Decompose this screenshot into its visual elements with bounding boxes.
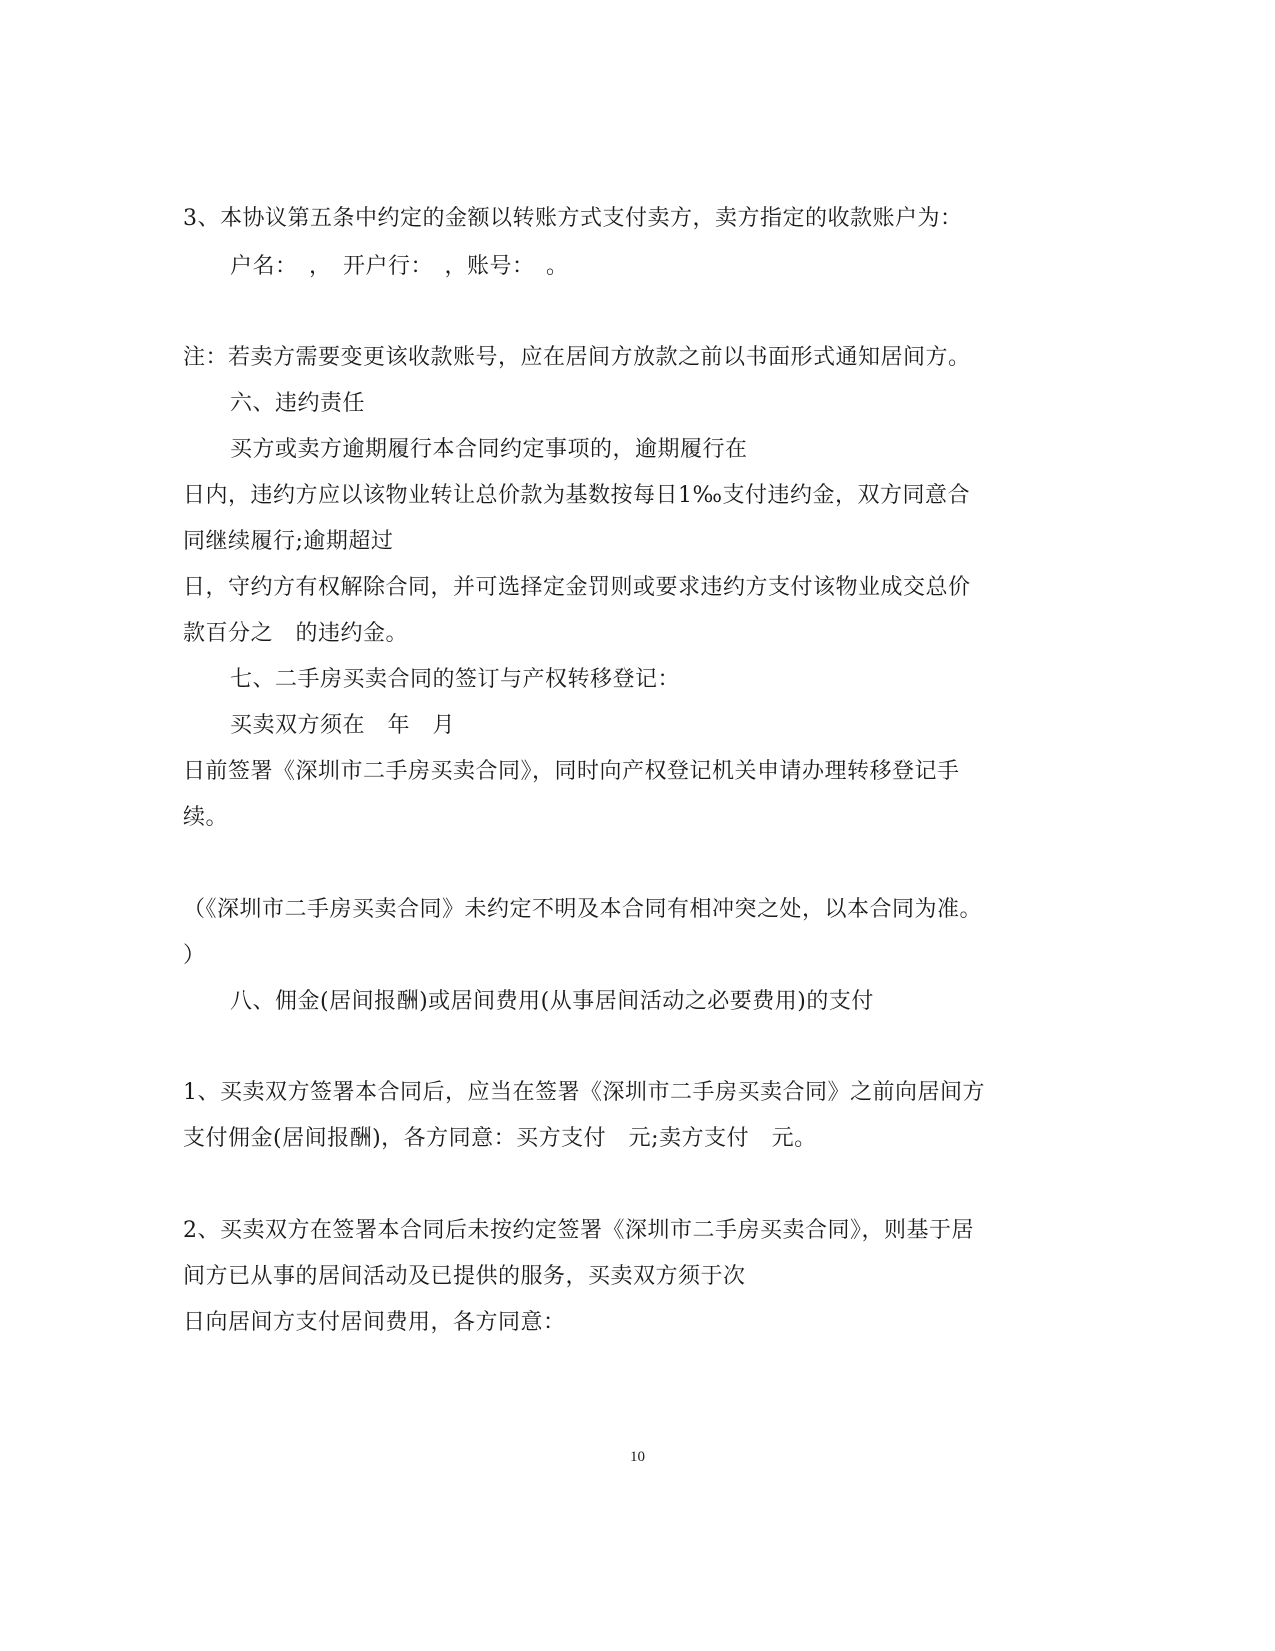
section-7-para-line-2: 日前签署《深圳市二手房买卖合同》，同时向产权登记机关申请办理转移登记手 bbox=[183, 759, 960, 784]
note-text: 注：若卖方需要变更该收款账号，应在居间方放款之前以书面形式通知居间方。 bbox=[183, 345, 971, 370]
section-7-heading: 七、二手房买卖合同的签订与产权转移登记： bbox=[230, 667, 681, 692]
section-6-para-line-4: 日，守约方有权解除合同，并可选择定金罚则或要求违约方支付该物业成交总价 bbox=[183, 575, 971, 600]
clause-5-3-text: 3、本协议第五条中约定的金额以转账方式支付卖方，卖方指定的收款账户为： bbox=[183, 206, 963, 231]
section-7-para-line-1: 买卖双方须在 年 月 bbox=[230, 713, 456, 738]
section-8-item-1-line-2: 支付佣金(居间报酬)，各方同意：买方支付 元;卖方支付 元。 bbox=[183, 1126, 817, 1151]
section-8-item-2-line-2: 间方已从事的居间活动及已提供的服务，买卖双方须于次 bbox=[183, 1264, 746, 1289]
section-8-item-2-line-1: 2、买卖双方在签署本合同后未按约定签署《深圳市二手房买卖合同》，则基于居 bbox=[183, 1218, 974, 1243]
account-info-line: 户名： ， 开户行： ，账号： 。 bbox=[230, 254, 569, 279]
section-6-heading: 六、违约责任 bbox=[230, 391, 366, 416]
section-8-item-2-line-3: 日向居间方支付居间费用，各方同意： bbox=[183, 1310, 566, 1335]
section-6-para-line-5: 款百分之 的违约金。 bbox=[183, 621, 409, 646]
section-7-note-line-2: ） bbox=[183, 943, 206, 968]
section-7-note-line-1: （《深圳市二手房买卖合同》未约定不明及本合同有相冲突之处，以本合同为准。 bbox=[183, 897, 983, 922]
page-number: 10 bbox=[630, 1449, 645, 1465]
section-7-para-line-3: 续。 bbox=[183, 805, 229, 830]
section-8-heading: 八、佣金(居间报酬)或居间费用(从事居间活动之必要费用)的支付 bbox=[230, 989, 874, 1014]
section-6-para-line-2: 日内，违约方应以该物业转让总价款为基数按每日1‰支付违约金，双方同意合 bbox=[183, 483, 971, 508]
section-6-para-line-3: 同继续履行;逾期超过 bbox=[183, 529, 394, 554]
section-8-item-1-line-1: 1、买卖双方签署本合同后，应当在签署《深圳市二手房买卖合同》之前向居间方 bbox=[183, 1080, 985, 1105]
section-6-para-line-1: 买方或卖方逾期履行本合同约定事项的，逾期履行在 bbox=[230, 437, 748, 462]
